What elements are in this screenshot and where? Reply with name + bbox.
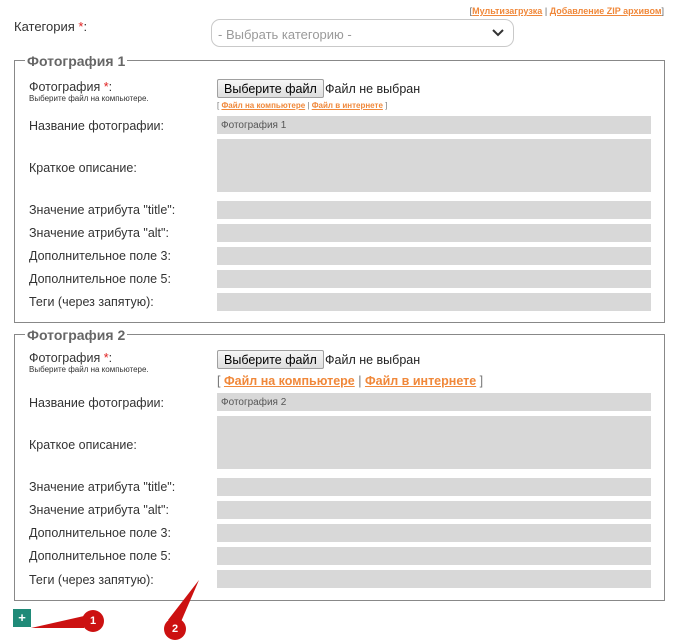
tags-label: Теги (через запятую):	[29, 295, 154, 309]
required-mark: *	[78, 19, 84, 34]
required-mark: *	[103, 351, 109, 365]
category-label: Категория *:	[14, 19, 88, 34]
photo-name-label: Название фотографии:	[29, 396, 165, 410]
extra-field-5-label: Дополнительное поле 5:	[29, 272, 171, 286]
zip-upload-link[interactable]: Добавление ZIP архивом	[549, 6, 662, 16]
file-source-links: [ Файл на компьютере | Файл в интернете ]	[217, 374, 484, 388]
annotation-arrow-1	[31, 616, 84, 628]
title-attr-label: Значение атрибута "title":	[29, 203, 176, 217]
category-select-value: - Выбрать категорию -	[218, 27, 352, 42]
required-mark: *	[103, 80, 109, 94]
file-computer-link[interactable]: Файл на компьютере	[221, 101, 306, 110]
short-description-label: Краткое описание:	[29, 438, 137, 452]
photo-legend: Фотография 2	[27, 327, 126, 343]
file-source-links: [ Файл на компьютере | Файл в интернете ]	[217, 101, 388, 110]
alt-attr-label: Значение атрибута "alt":	[29, 503, 169, 517]
short-description-label: Краткое описание:	[29, 161, 137, 175]
photo-file-hint: Выберите файл на компьютере.	[29, 365, 149, 374]
multi-upload-link[interactable]: Мультизагрузка	[472, 6, 543, 16]
title-attr-label: Значение атрибута "title":	[29, 480, 176, 494]
alt-attr-label: Значение атрибута "alt":	[29, 226, 169, 240]
top-links: [Мультизагрузка | Добавление ZIP архивом]	[469, 6, 664, 16]
photo-legend: Фотография 1	[27, 53, 126, 69]
extra-field-3-label: Дополнительное поле 3:	[29, 249, 171, 263]
photo-name-label: Название фотографии:	[29, 119, 165, 133]
file-internet-link[interactable]: Файл в интернете	[364, 374, 477, 388]
file-status: Файл не выбран	[325, 353, 421, 367]
annotation-marker-2: 2	[164, 618, 186, 640]
choose-file-button[interactable]: Выберите файл	[217, 79, 324, 98]
choose-file-button[interactable]: Выберите файл	[217, 350, 324, 369]
extra-field-5-label: Дополнительное поле 5:	[29, 549, 171, 563]
photo-file-hint: Выберите файл на компьютере.	[29, 94, 149, 103]
annotation-marker-1: 1	[82, 610, 104, 632]
extra-field-3-label: Дополнительное поле 3:	[29, 526, 171, 540]
add-photo-button[interactable]: +	[13, 609, 31, 627]
file-internet-link[interactable]: Файл в интернете	[311, 101, 383, 110]
tags-label: Теги (через запятую):	[29, 573, 154, 587]
file-computer-link[interactable]: Файл на компьютере	[223, 374, 355, 388]
photo-file-label: Фотография *:	[29, 80, 113, 94]
photo-file-label: Фотография *:	[29, 351, 113, 365]
file-status: Файл не выбран	[325, 82, 421, 96]
